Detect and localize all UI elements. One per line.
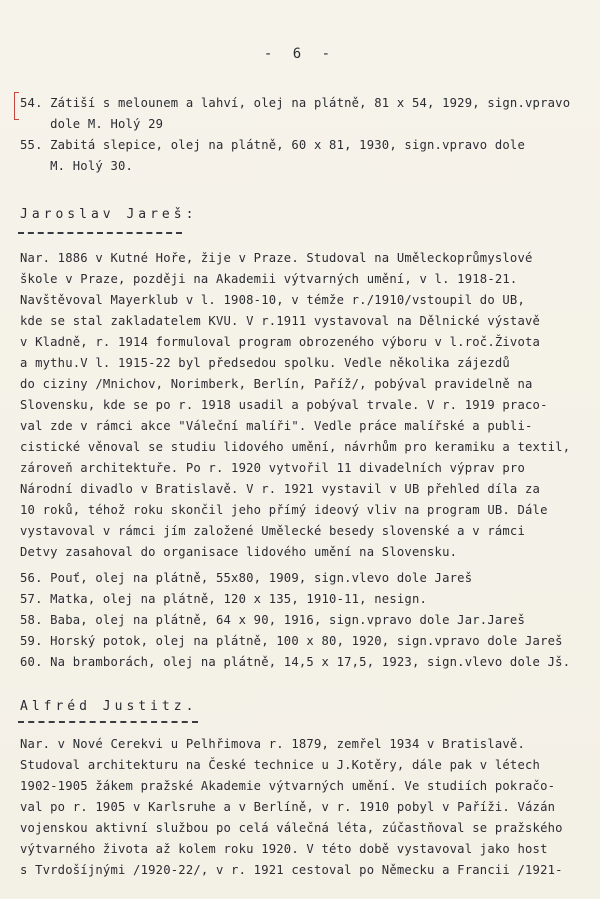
bio-line: 10 roků, téhož roku skončil jeho přímý ideový vliv na program UB. Dále <box>20 503 548 517</box>
bio-line: Studoval architekturu na České technice u J.Kotěry, dále pak v létech <box>20 758 541 772</box>
bio-line: val zde v rámci akce "Váleční malíři". Vedle práce malířské a publi- <box>20 419 533 433</box>
bio-line: Navštěvoval Mayerklub v l. 1908-10, v témže r./1910/vstoupil do UB, <box>20 293 526 307</box>
bio-line: Nar. v Nové Cerekvi u Pelhřimova r. 1879, zemřel 1934 v Bratislavě. <box>20 737 526 751</box>
entry-line: M. Holý 30. <box>20 159 134 173</box>
bio-line: do ciziny /Mnichov, Norimberk, Berlín, Paříž/, pobýval pravidelně na <box>20 377 533 391</box>
entry-line: 58. Baba, olej na plátně, 64 x 90, 1916, sign.vpravo dole Jar.Jareš <box>20 613 526 627</box>
entry-line: dole M. Holý 29 <box>20 117 164 131</box>
section-heading-justitz: Alfréd Justitz. <box>20 699 198 714</box>
bio-line: a mythu.V l. 1915-22 byl předsedou spolku. Vedle několika zájezdů <box>20 356 510 370</box>
bio-line: Národní divadlo v Bratislavě. V r. 1921 vystavil v UB přehled díla za <box>20 482 541 496</box>
bio-line: vystavoval v rámci jím založené Umělecké besedy slovenské a v rámci <box>20 524 526 538</box>
section-heading-jares: Jaroslav Jareš: <box>20 207 198 222</box>
bio-line: val po r. 1905 v Karlsruhe a v Berlíně, v r. 1910 pobyl v Paříži. Vázán <box>20 800 556 814</box>
entry-line: 55. Zabitá slepice, olej na plátně, 60 x 81, 1930, sign.vpravo dole <box>20 138 526 152</box>
bio-line: v Kladně, r. 1914 formuloval program obrozeného výboru v l.roč.Života <box>20 335 541 349</box>
page-number: - 6 - <box>263 46 337 62</box>
entry-line: 59. Horský potok, olej na plátně, 100 x 80, 1920, sign.vpravo dole Jareš <box>20 634 563 648</box>
heading-underline <box>18 232 182 234</box>
entry-line: 54. Zátiší s melounem a lahví, olej na plátně, 81 x 54, 1929, sign.vpravo <box>20 96 571 110</box>
bio-line: zároveň architektuře. Po r. 1920 vytvořil 11 divadelních výprav pro <box>20 461 526 475</box>
entry-line: 56. Pouť, olej na plátně, 55x80, 1909, sign.vlevo dole Jareš <box>20 571 473 585</box>
red-bracket-mark <box>14 92 19 120</box>
bio-line: vojenskou aktivní službou po celá válečná léta, zúčastňoval se pražského <box>20 821 563 835</box>
entry-line: 57. Matka, olej na plátně, 120 x 135, 1910-11, nesign. <box>20 592 428 606</box>
bio-line: Detvy zasahoval do organisace lidového umění na Slovensku. <box>20 545 458 559</box>
bio-line: kde se stal zakladatelem KVU. V r.1911 vystavoval na Dělnické výstavě <box>20 314 541 328</box>
bio-line: Slovensku, kde se po r. 1918 usadil a pobýval trvale. V r. 1919 praco- <box>20 398 548 412</box>
bio-line: škole v Praze, později na Akademii výtvarných umění, v l. 1918-21. <box>20 272 518 286</box>
bio-line: výtvarného života až kolem roku 1920. V této době vystavoval jako host <box>20 842 548 856</box>
heading-underline <box>18 721 198 723</box>
bio-line: cistické věnoval se studiu lidového umění, návrhům pro keramiku a textil, <box>20 440 571 454</box>
bio-line: 1902-1905 žákem pražské Akademie výtvarných umění. Ve studiích pokračo- <box>20 779 556 793</box>
bio-line: s Tvrdošíjnými /1920-22/, v r. 1921 cestoval po Německu a Francii /1921- <box>20 863 563 877</box>
bio-line: Nar. 1886 v Kutné Hoře, žije v Praze. Studoval na Uměleckoprůmyslové <box>20 251 533 265</box>
entry-line: 60. Na bramborách, olej na plátně, 14,5 x 17,5, 1923, sign.vlevo dole Jš. <box>20 655 571 669</box>
